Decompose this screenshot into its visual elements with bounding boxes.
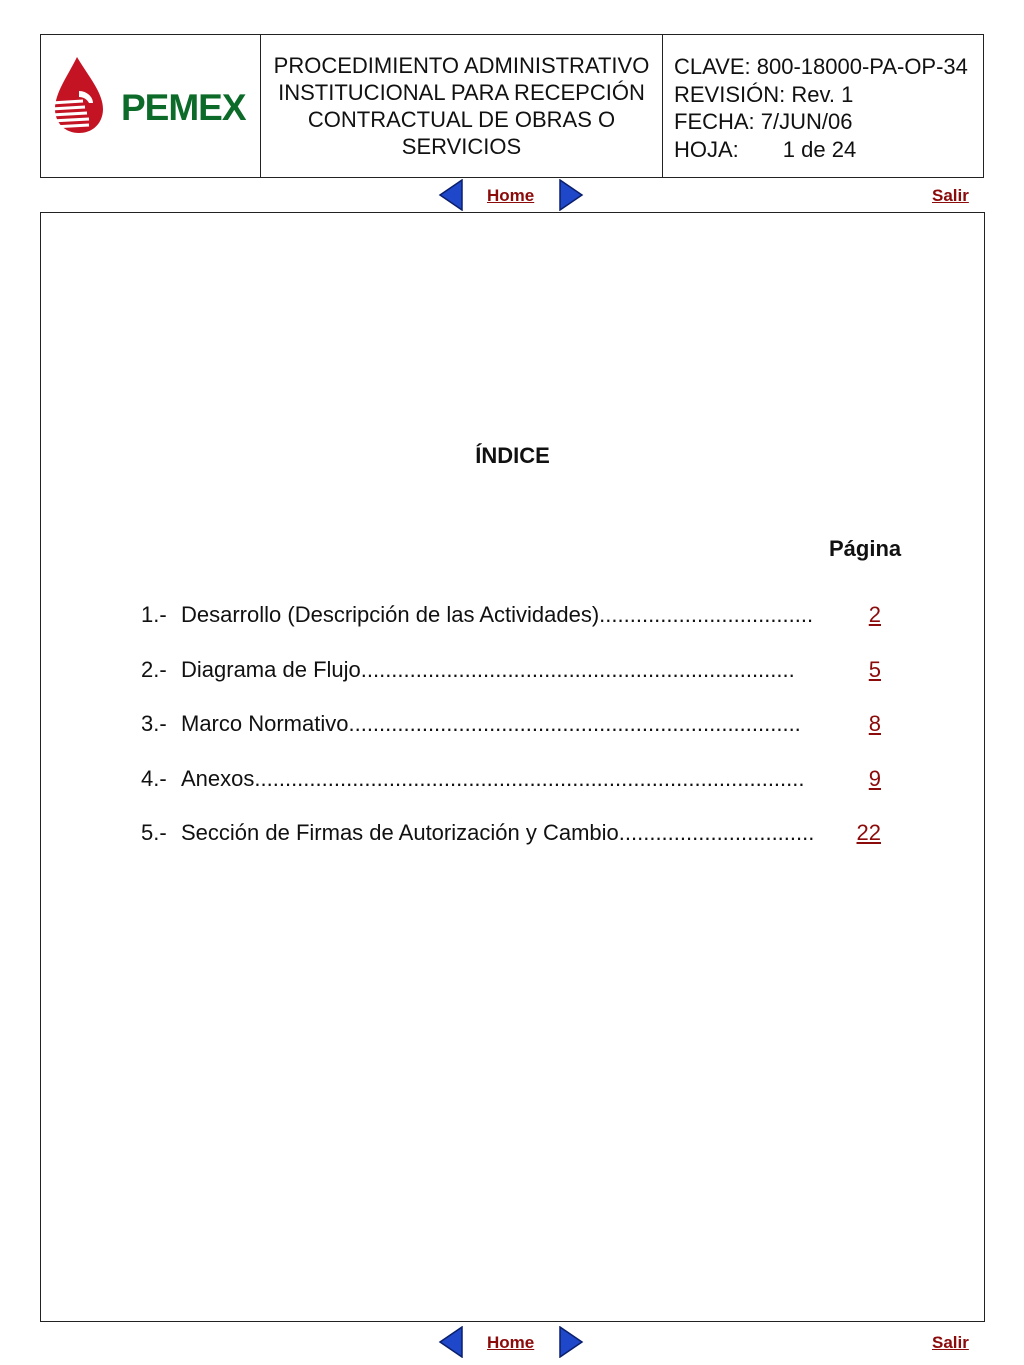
toc-text bbox=[181, 657, 795, 683]
toc-dots: ....................................................................... bbox=[360, 657, 795, 682]
title-line-2: INSTITUCIONAL PARA RECEPCIÓN bbox=[278, 80, 645, 105]
title-line-1: PROCEDIMIENTO ADMINISTRATIVO bbox=[273, 53, 650, 78]
toc-number: 1.- bbox=[141, 602, 167, 627]
toc-dots: ................................ bbox=[618, 820, 815, 845]
bottom-exit-link[interactable]: Salir bbox=[932, 1333, 969, 1352]
clave-field: CLAVE: 800-18000-PA-OP-34 bbox=[674, 54, 968, 79]
document-info bbox=[663, 35, 983, 177]
toc-item bbox=[141, 602, 881, 630]
title-line-4: SERVICIOS bbox=[401, 134, 522, 159]
toc-text bbox=[181, 820, 814, 846]
toc-text bbox=[181, 602, 813, 628]
top-exit-link[interactable]: Salir bbox=[932, 186, 969, 205]
page-column-header: Página bbox=[829, 536, 902, 561]
toc-title: Marco Normativo bbox=[181, 711, 349, 736]
toc-title: Anexos bbox=[181, 766, 255, 791]
toc-item bbox=[141, 711, 881, 739]
toc-item bbox=[141, 657, 881, 685]
toc-dots: .......................................................................................... bbox=[254, 766, 805, 791]
toc-number: 2.- bbox=[141, 657, 167, 682]
bottom-prev-page-arrow-icon[interactable] bbox=[438, 1326, 464, 1358]
bottom-exit-link-wrap bbox=[932, 1333, 969, 1363]
title-line-3: CONTRACTUAL DE OBRAS O bbox=[307, 107, 616, 132]
toc-dots: .......................................................................... bbox=[348, 711, 801, 736]
content-frame bbox=[40, 212, 985, 1322]
toc-title: Diagrama de Flujo bbox=[181, 657, 361, 682]
revision-field: REVISIÓN: Rev. 1 bbox=[674, 81, 854, 107]
prev-page-arrow-icon[interactable] bbox=[438, 179, 464, 211]
next-page-arrow-icon[interactable] bbox=[558, 179, 584, 211]
procedure-title bbox=[261, 35, 663, 177]
toc-page-link[interactable]: 5 bbox=[868, 657, 881, 682]
top-home-link[interactable]: Home bbox=[487, 186, 535, 205]
toc-number: 3.- bbox=[141, 711, 167, 736]
toc-page-link[interactable]: 8 bbox=[868, 711, 881, 736]
toc-title: Sección de Firmas de Autorización y Cambio bbox=[181, 820, 619, 845]
toc-page-link[interactable]: 9 bbox=[868, 766, 881, 791]
toc-number: 5.- bbox=[141, 820, 167, 845]
toc-page-link[interactable]: 2 bbox=[868, 602, 881, 627]
pemex-logo bbox=[41, 35, 261, 177]
pemex-wordmark: PEMEX bbox=[121, 87, 246, 128]
toc-number: 4.- bbox=[141, 766, 167, 791]
bottom-home-link[interactable]: Home bbox=[487, 1333, 535, 1352]
toc-dots: ................................... bbox=[599, 602, 814, 627]
hoja-field bbox=[674, 136, 983, 164]
toc-page-link[interactable]: 22 bbox=[856, 820, 881, 845]
toc-title: Desarrollo (Descripción de las Actividades) bbox=[181, 602, 600, 627]
bottom-next-page-arrow-icon[interactable] bbox=[558, 1326, 584, 1358]
hoja-value: 1 de 24 bbox=[782, 136, 857, 162]
toc-text bbox=[181, 711, 801, 737]
bottom-home-link-wrap bbox=[487, 1333, 534, 1363]
hoja-label: HOJA: bbox=[674, 136, 739, 162]
toc-item bbox=[141, 766, 881, 794]
fecha-field: FECHA: 7/JUN/06 bbox=[674, 109, 853, 134]
index-title: ÍNDICE bbox=[475, 443, 550, 468]
document-header bbox=[40, 34, 984, 178]
toc-text bbox=[181, 766, 805, 792]
pemex-eagle-drop-icon bbox=[49, 57, 109, 137]
toc-item bbox=[141, 820, 881, 848]
